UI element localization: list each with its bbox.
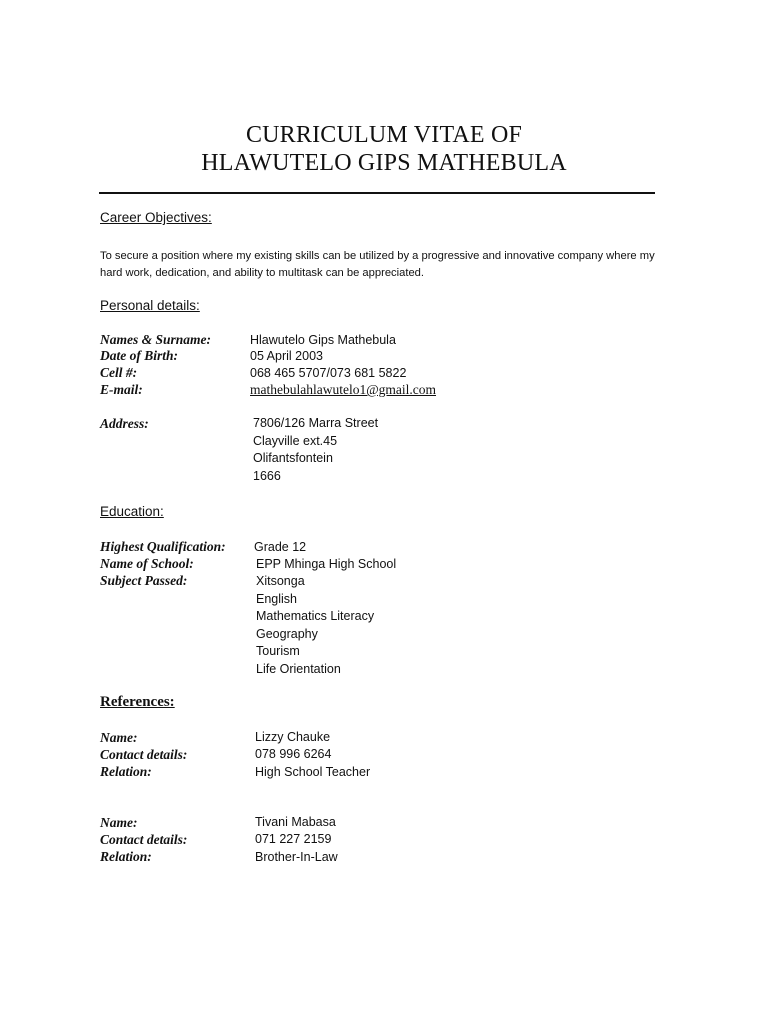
dob-value: 05 April 2003	[250, 349, 323, 363]
references-heading: References:	[100, 694, 175, 710]
email-label: E-mail:	[100, 382, 143, 397]
dob-label: Date of Birth:	[100, 348, 179, 363]
cell-value: 068 465 5707/073 681 5822	[250, 366, 407, 380]
subject-item: Geography	[256, 626, 318, 641]
title-divider	[99, 192, 655, 194]
cell-label: Cell #:	[100, 365, 138, 380]
reference-2-name-label: Name:	[100, 815, 138, 830]
address-label: Address:	[100, 416, 149, 431]
reference-2-relation-label: Relation:	[100, 849, 152, 864]
qualification-label: Highest Qualification:	[100, 539, 226, 554]
subject-item: Xitsonga	[256, 574, 305, 588]
address-line: Clayville ext.45	[253, 433, 338, 448]
reference-2-relation: Brother-In-Law	[255, 850, 338, 864]
school-label: Name of School:	[100, 556, 194, 571]
school-value: EPP Mhinga High School	[256, 557, 397, 571]
names-label: Names & Surname:	[100, 332, 212, 347]
address-line: 1666	[253, 468, 281, 483]
address-line: 7806/126 Marra Street	[253, 416, 379, 430]
reference-1-relation: High School Teacher	[255, 765, 371, 779]
subject-item: Life Orientation	[256, 661, 341, 676]
education-heading: Education:	[100, 504, 164, 519]
subjects-label: Subject Passed:	[100, 573, 188, 588]
subject-item: Tourism	[256, 644, 300, 659]
reference-1-name-label: Name:	[100, 730, 138, 745]
career-objectives-text: To secure a position where my existing skills can be utilized by a progressive and innovative company where my hard work, dedication, and ability to multitask can be appreciated.	[100, 250, 655, 279]
address-block	[253, 415, 378, 485]
email-link[interactable]: mathebulahlawutelo1@gmail.com	[250, 382, 437, 397]
reference-1-relation-label: Relation:	[100, 764, 152, 779]
title-line-1: CURRICULUM VITAE OF	[245, 122, 523, 148]
reference-1-contact: 078 996 6264	[255, 747, 332, 761]
qualification-value: Grade 12	[254, 540, 307, 554]
reference-2-name: Tivani Mabasa	[255, 815, 336, 829]
subjects-list	[256, 573, 374, 679]
career-objectives-heading: Career Objectives:	[100, 210, 212, 225]
reference-2-contact: 071 227 2159	[255, 832, 332, 846]
names-value: Hlawutelo Gips Mathebula	[250, 333, 396, 347]
subject-item: English	[256, 591, 297, 606]
personal-details-heading: Personal details:	[100, 298, 200, 313]
subject-item: Mathematics Literacy	[256, 609, 375, 624]
reference-1-name: Lizzy Chauke	[255, 730, 331, 744]
reference-2-contact-label: Contact details:	[100, 832, 188, 847]
reference-1-contact-label: Contact details:	[100, 747, 188, 762]
title-line-2: HLAWUTELO GIPS MATHEBULA	[201, 150, 567, 176]
address-line: Olifantsfontein	[253, 451, 333, 466]
